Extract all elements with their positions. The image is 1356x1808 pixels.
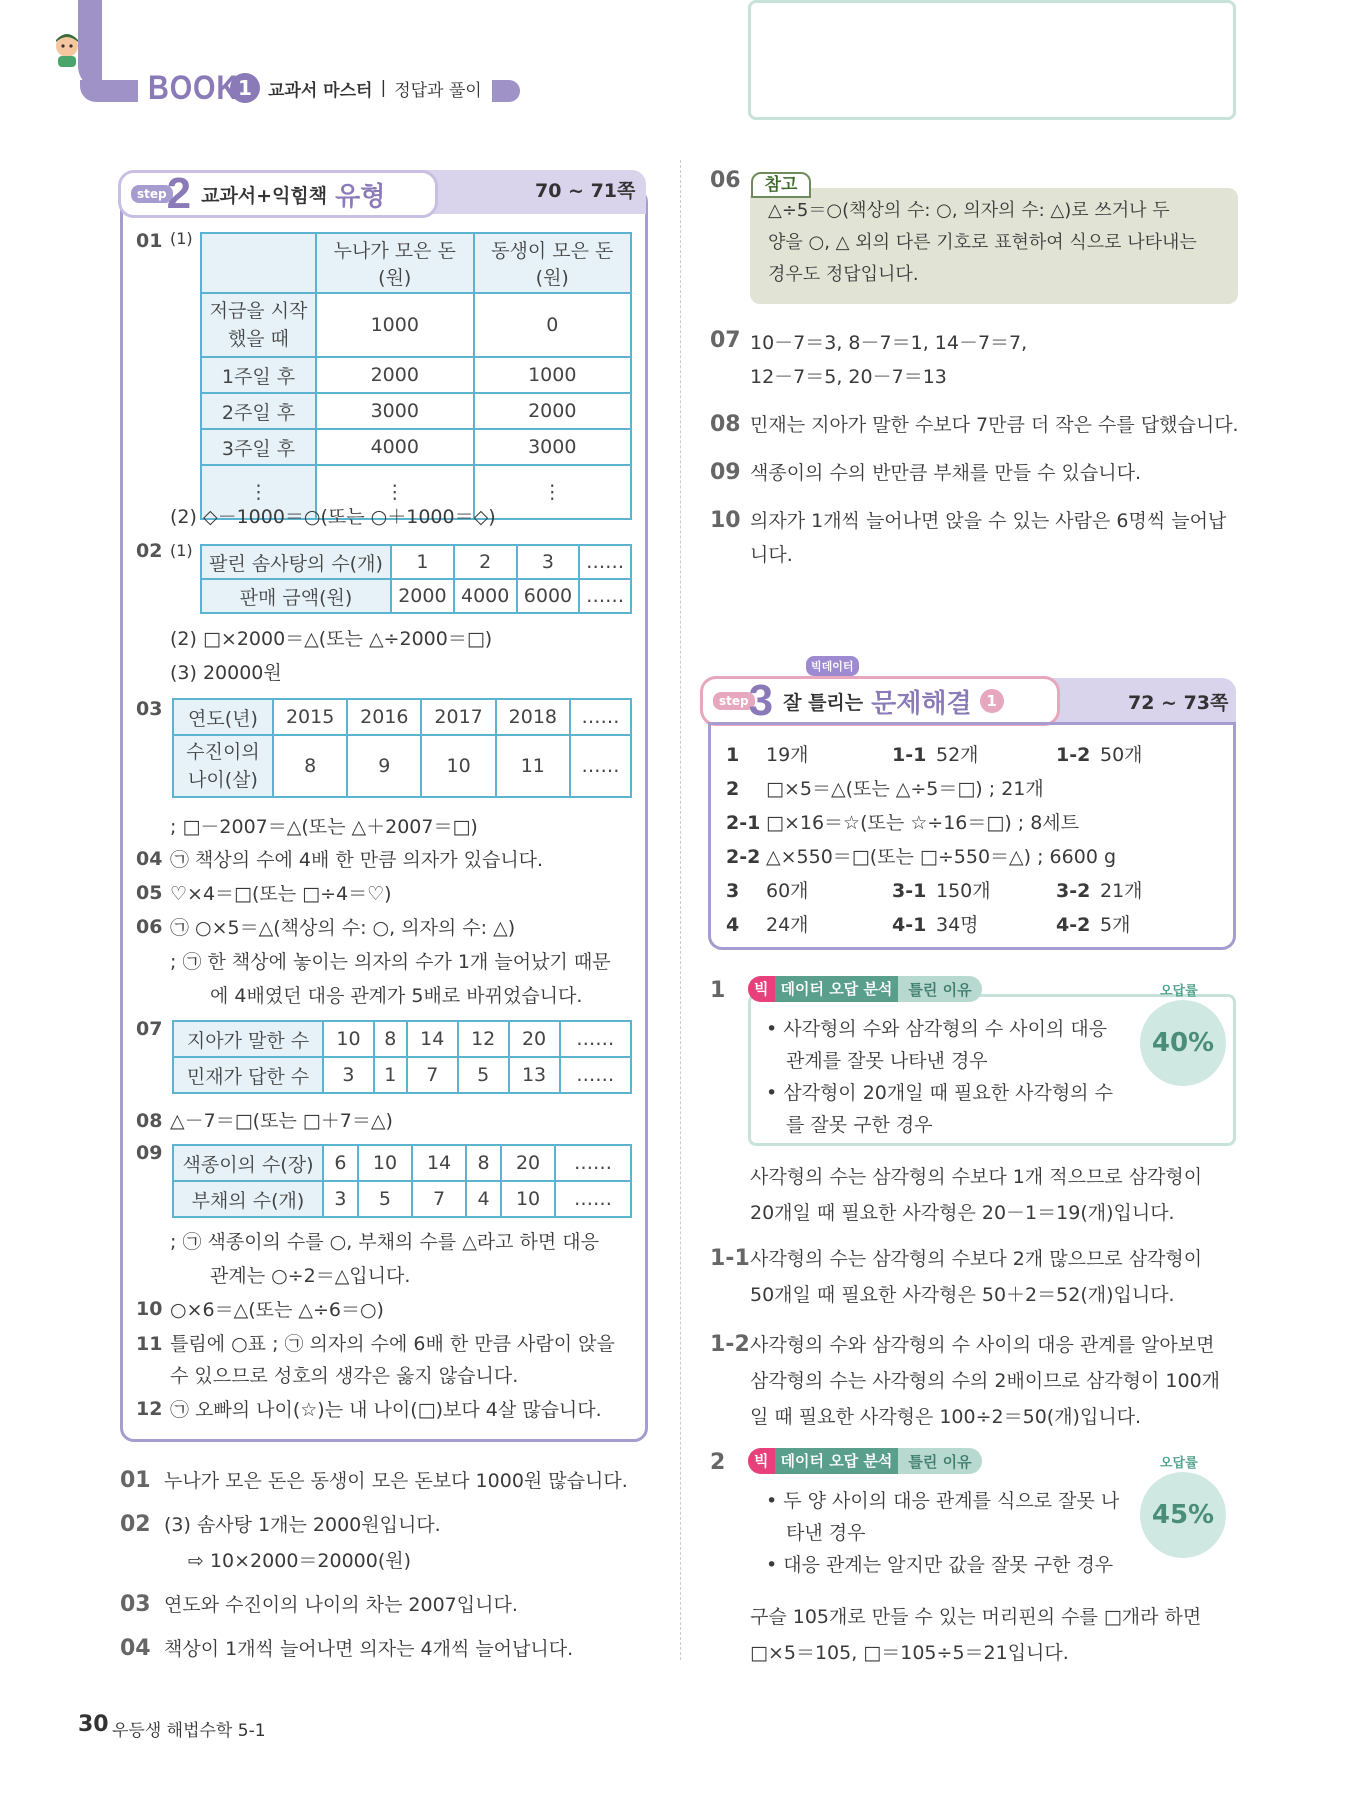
q05-text: ♡×4＝□(또는 □÷4＝♡) [170,883,392,905]
err2-rate [1140,1472,1226,1558]
step3-title-accent: 문제해결 [871,688,972,719]
step3-tab [700,676,1060,726]
answer-key: 3-1 [892,880,927,902]
cell: …… [560,1057,631,1093]
step3-label: step [713,692,755,710]
err1-b2: • 삼각형이 20개일 때 필요한 사각형의 수 [766,1082,1113,1104]
s11-num: 1-1 [710,1246,750,1271]
cell: 10 [323,1021,374,1057]
r10-line2: 니다. [750,544,793,566]
cell: 동생이 모은 돈(원) [474,233,632,293]
s12-l1: 사각형의 수와 삼각형의 수 사이의 대응 관계를 알아보면 [750,1334,1215,1356]
err1-sol2: 20개일 때 필요한 사각형은 20－1＝19(개)입니다. [750,1202,1175,1224]
q09-text: ; ㉠ 색종이의 수를 ○, 부채의 수를 △라고 하면 대응 [170,1231,600,1253]
step-number: 2 [166,169,192,218]
answer-value: 21개 [1100,880,1143,902]
cell: ⋮ [201,465,316,519]
r10-num: 10 [710,508,741,533]
cell: 팔린 솜사탕의 수(개) [201,545,391,579]
q03-num: 03 [136,698,163,720]
step2-tab [118,170,438,218]
q09-table [172,1144,632,1218]
err2-b1b: 타낸 경우 [786,1522,866,1544]
answer-value: 50개 [1100,744,1143,766]
cell: 판매 금액(원) [201,579,391,613]
cell: …… [555,1181,631,1217]
q03-answer: ; □－2007＝△(또는 △＋2007＝□) [170,816,478,838]
q02-num: 02 [136,540,163,562]
q08-num: 08 [136,1110,163,1132]
answer-value: □×16＝☆(또는 ☆÷16＝□) ; 8세트 [766,812,1080,834]
cell: 7 [412,1181,466,1217]
cell: 3000 [474,429,632,465]
err1-tag-b: 데이터 오답 분석 [775,976,899,1002]
q10-num: 10 [136,1298,163,1320]
cell: 6 [323,1145,358,1181]
answer-key: 4 [726,914,740,936]
step2-title-accent: 유형 [335,181,386,212]
expl-02-text2: ⇨ 10×2000＝20000(원) [188,1550,412,1572]
answer-value: 34명 [936,914,979,936]
q06-num: 06 [136,916,163,938]
answer-value: 24개 [766,914,809,936]
cell: 4000 [454,579,517,613]
q01-num: 01 [136,230,163,252]
cell: ⋮ [316,465,474,519]
q12-num: 12 [136,1398,163,1420]
r06-num: 06 [710,168,741,193]
cell: 2주일 후 [201,393,316,429]
cell: 2016 [347,699,421,735]
cell: …… [579,579,631,613]
cell: 12 [458,1021,509,1057]
cell: 저금을 시작 했을 때 [201,293,316,357]
cell: 4 [466,1181,501,1217]
cell: 0 [474,293,632,357]
err1-rate [1140,1000,1226,1086]
cell: 색종이의 수(장) [173,1145,323,1181]
answer-row [726,840,1226,874]
cell: 2018 [496,699,570,735]
q01-part1: (1) [170,229,193,248]
q02-table [200,544,632,614]
note-tag: 참고 [751,172,811,198]
q07-num: 07 [136,1018,163,1040]
err1-b1: • 사각형의 수와 삼각형의 수 사이의 대응 [766,1018,1108,1040]
book-label: BOOK [148,68,239,107]
err2-tag-c: 틀린 이유 [908,1452,972,1471]
q05-num: 05 [136,882,163,904]
s11-l1: 사각형의 수는 삼각형의 수보다 2개 많으므로 삼각형이 [750,1248,1203,1270]
q02-part1: (1) [170,541,193,560]
answer-value: 150개 [936,880,991,902]
cell: 2000 [316,357,474,393]
q10-text: ○×6＝△(또는 △÷6＝○) [170,1299,384,1321]
q11-text2: 수 있으므로 성호의 생각은 옳지 않습니다. [170,1365,519,1387]
r08-text: 민재는 지아가 말한 수보다 7만큼 더 작은 수를 답했습니다. [750,414,1239,436]
answer-key: 1 [726,744,740,766]
answer-value: 60개 [766,880,809,902]
cell: 지아가 말한 수 [173,1021,323,1057]
answer-value: 5개 [1100,914,1131,936]
err2-b1: • 두 양 사이의 대응 관계를 식으로 잘못 나 [766,1490,1120,1512]
err2-tag-b: 데이터 오답 분석 [775,1448,899,1474]
cell: ⋮ [474,465,632,519]
cell: 14 [412,1145,466,1181]
answer-row [726,738,1226,772]
q09-num: 09 [136,1142,163,1164]
expl-03-text: 연도와 수진이의 나이의 차는 2007입니다. [164,1594,518,1616]
cell: …… [579,545,631,579]
expl-03-num: 03 [120,1592,151,1617]
q03-table [172,698,632,798]
r07-line1: 10－7＝3, 8－7＝1, 14－7＝7, [750,332,1028,354]
answer-value: 19개 [766,744,809,766]
cell: 20 [501,1145,555,1181]
cell: …… [560,1021,631,1057]
note-line3: 경우도 정답입니다. [768,264,919,285]
cell: 5 [358,1181,412,1217]
answer-key: 4-2 [1056,914,1091,936]
cell: 1000 [316,293,474,357]
step3-number: 3 [748,676,774,725]
answer-key: 4-1 [892,914,927,936]
q09-text2: 관계는 ○÷2＝△입니다. [210,1265,411,1287]
cell: 연도(년) [173,699,273,735]
err2-b2: • 대응 관계는 알지만 값을 잘못 구한 경우 [766,1554,1114,1576]
step-label: step [131,185,173,203]
err1-tag-c: 틀린 이유 [908,980,972,999]
cell: 부채의 수(개) [173,1181,323,1217]
cell: 8 [374,1021,407,1057]
header-bar [78,0,102,90]
header [138,68,492,108]
cell: …… [555,1145,631,1181]
err1-tag [748,976,982,1002]
header-subtitle: 정답과 풀이 [394,80,482,101]
answer-value: 52개 [936,744,979,766]
cell: 3 [323,1057,374,1093]
note-line1: △÷5＝○(책상의 수: ○, 의자의 수: △)로 쓰거나 두 [768,200,1170,221]
cell: …… [570,735,631,797]
q06-text2: ; ㉠ 한 책상에 놓이는 의자의 수가 1개 늘어났기 때문 [170,951,611,973]
expl-01-text: 누나가 모은 돈은 동생이 모은 돈보다 1000원 많습니다. [164,1470,628,1492]
q02-part2: (2) □×2000＝△(또는 △÷2000＝□) [170,628,493,650]
book-number: 1 [230,73,260,103]
r07-line2: 12－7＝5, 20－7＝13 [750,366,947,388]
cell: 2017 [421,699,495,735]
answer-value: □×5＝△(또는 △÷5＝□) ; 21개 [766,778,1044,800]
err2-tag [748,1448,982,1474]
q07-table [172,1020,632,1094]
cell: 9 [347,735,421,797]
header-title: 교과서 마스터 [268,80,373,101]
cell: 누나가 모은 돈(원) [316,233,474,293]
cell: 3 [517,545,580,579]
r08-num: 08 [710,412,741,437]
expl-04-num: 04 [120,1636,151,1661]
step3-pages: 72 ~ 73쪽 [1128,692,1229,714]
answer-key: 1-2 [1056,744,1091,766]
q06-text3: 에 4배였던 대응 관계가 5배로 바뀌었습니다. [210,985,583,1007]
cell: 5 [458,1057,509,1093]
q04-text: ㉠ 책상의 수에 4배 한 만큼 의자가 있습니다. [170,849,544,871]
q06-text: ㉠ ○×5＝△(책상의 수: ○, 의자의 수: △) [170,917,516,939]
err1-num: 1 [710,978,726,1003]
expl-02-num: 02 [120,1512,151,1537]
err1-rate-value: 40% [1151,1028,1215,1058]
cell: 2000 [391,579,454,613]
step3-title: 잘 틀리는 [783,691,864,714]
err1-sol1: 사각형의 수는 삼각형의 수보다 1개 적으므로 삼각형이 [750,1166,1203,1188]
expl-04-text: 책상이 1개씩 늘어나면 의자는 4개씩 늘어납니다. [164,1638,574,1660]
answer-value: △×550＝□(또는 □÷550＝△) ; 6600 g [766,846,1117,868]
q02-part3: (3) 20000원 [170,662,282,684]
s12-num: 1-2 [710,1332,750,1357]
r07-num: 07 [710,328,741,353]
err1-b2b: 를 잘못 구한 경우 [786,1114,933,1136]
answer-key: 2-2 [726,846,761,868]
answer-row [726,874,1226,908]
cell: 13 [509,1057,560,1093]
err1-rate-label: 오답률 [1160,984,1198,999]
page-number: 30 [78,1712,109,1737]
cell: 10 [501,1181,555,1217]
cell: 3000 [316,393,474,429]
cell: …… [570,699,631,735]
cell: 1 [374,1057,407,1093]
answer-key: 2-1 [726,812,761,834]
cell: 10 [358,1145,412,1181]
note-line2: 양을 ○, △ 외의 다른 기호로 표현하여 식으로 나타내는 [768,232,1197,253]
cell: 3 [323,1181,358,1217]
answer-row [726,772,1226,806]
answer-key: 1-1 [892,744,927,766]
cell: 10 [421,735,495,797]
s11-l2: 50개일 때 필요한 사각형은 50＋2＝52(개)입니다. [750,1284,1175,1306]
q11-text: 틀림에 ○표 ; ㉠ 의자의 수에 6배 한 만큼 사람이 앉을 [170,1333,615,1355]
cell: 1 [391,545,454,579]
cell: 2 [454,545,517,579]
cell: 3주일 후 [201,429,316,465]
s12-l3: 일 때 필요한 사각형은 100÷2＝50(개)입니다. [750,1406,1142,1428]
err2-box [748,0,1236,120]
answer-row [726,806,1226,840]
answer-key: 2 [726,778,740,800]
cell: 수진이의 나이(살) [173,735,273,797]
step3-answers [726,738,1226,942]
expl-02-text: (3) 솜사탕 1개는 2000원입니다. [164,1514,441,1536]
s12-l2: 삼각형의 수는 사각형의 수의 2배이므로 삼각형이 100개 [750,1370,1221,1392]
q12-text: ㉠ 오빠의 나이(☆)는 내 나이(□)보다 4살 많습니다. [170,1399,602,1421]
footer-book: 우등생 해법수학 5-1 [112,1721,266,1741]
err2-num: 2 [710,1450,726,1475]
expl-01-num: 01 [120,1468,151,1493]
answer-key: 3-2 [1056,880,1091,902]
cell [201,233,316,293]
cell: 14 [407,1021,458,1057]
err2-tag-a: 빅 [748,1448,775,1474]
step2-pages: 70 ~ 71쪽 [535,180,636,202]
err2-sol2: □×5＝105, □＝105÷5＝21입니다. [750,1642,1069,1664]
step2-title: 교과서+익힘책 [201,184,328,207]
q08-text: △－7＝□(또는 □＋7＝△) [170,1110,393,1132]
cell: 민재가 답한 수 [173,1057,323,1093]
err2-sol1: 구슬 105개로 만들 수 있는 머리핀의 수를 □개라 하면 [750,1606,1202,1628]
cell: 1주일 후 [201,357,316,393]
err1-b1b: 관계를 잘못 나타낸 경우 [786,1050,988,1072]
err2-rate-label: 오답률 [1160,1456,1198,1471]
cell: 8 [466,1145,501,1181]
step3-title-num: 1 [980,689,1004,713]
cell: 2000 [474,393,632,429]
err2-rate-value: 45% [1151,1500,1215,1530]
cell: 20 [509,1021,560,1057]
q01-table [200,232,632,520]
r10-line1: 의자가 1개씩 늘어나면 앉을 수 있는 사람은 6명씩 늘어납 [750,510,1227,532]
q01-part2: (2) ◇－1000＝○(또는 ○＋1000＝◇) [170,506,496,528]
answer-key: 3 [726,880,740,902]
r09-num: 09 [710,460,741,485]
r09-text: 색종이의 수의 반만큼 부채를 만들 수 있습니다. [750,462,1142,484]
bigdata-badge: 빅데이터 [806,656,859,676]
cell: 6000 [517,579,580,613]
cell: 7 [407,1057,458,1093]
answer-row [726,908,1226,942]
cell: 11 [496,735,570,797]
q04-num: 04 [136,848,163,870]
cell: 4000 [316,429,474,465]
q11-num: 11 [136,1333,163,1355]
column-divider [680,160,681,1660]
header-separator: | [380,78,387,98]
cell: 2015 [273,699,347,735]
err1-tag-a: 빅 [748,976,775,1002]
cell: 1000 [474,357,632,393]
cell: 8 [273,735,347,797]
